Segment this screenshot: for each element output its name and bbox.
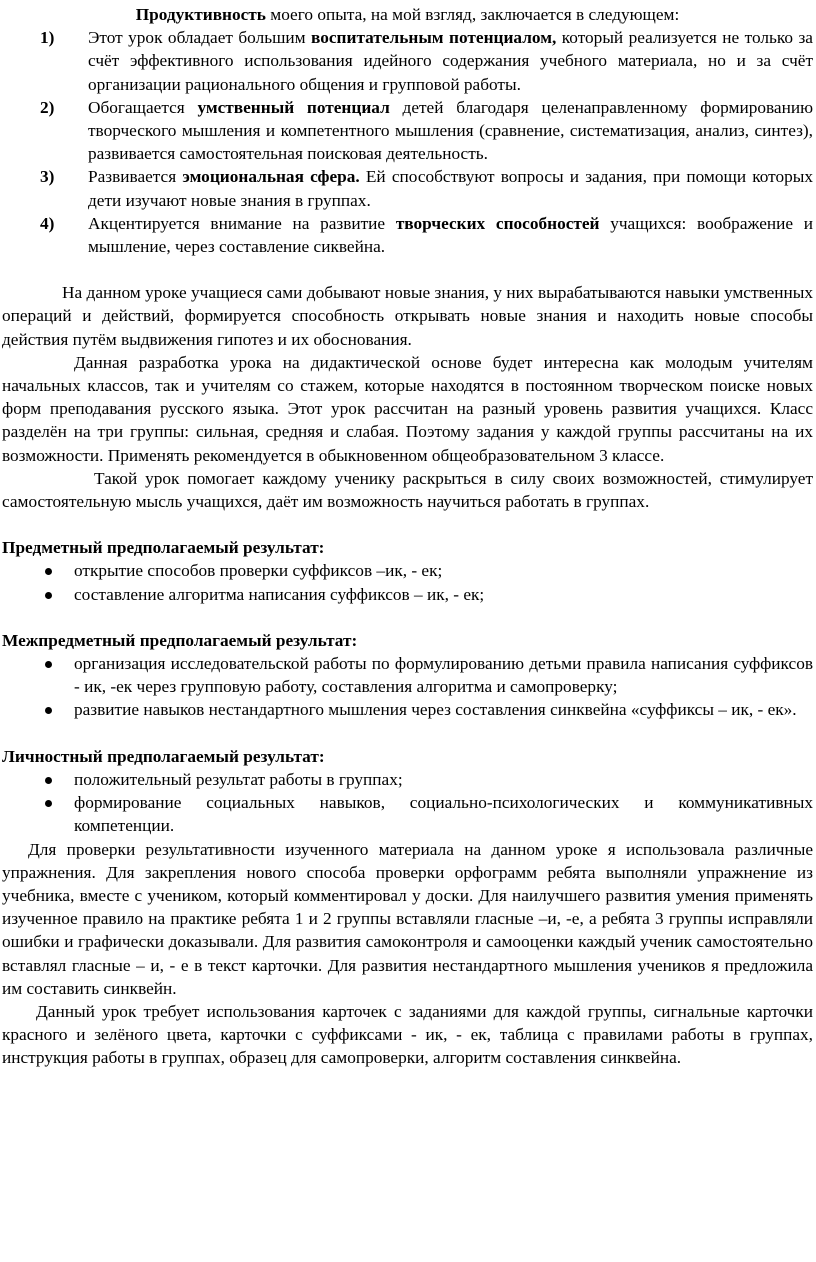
bullet-text: положительный результат работы в группах; bbox=[74, 769, 403, 789]
numbered-list bbox=[2, 26, 813, 258]
bullet-icon bbox=[45, 707, 52, 714]
numbered-item bbox=[2, 165, 813, 211]
numbered-item bbox=[2, 26, 813, 96]
item-number: 3) bbox=[40, 167, 55, 187]
bullet-text: открытие способов проверки суффиксов –ик, - ек; bbox=[74, 561, 443, 581]
numbered-item bbox=[2, 212, 813, 258]
paragraph: На данном уроке учащиеся сами добывают новые знания, у них вырабатываются навыки умственных операций и действий, формируется способность открывать новые знания и находить новые способы действия путём выдвижения гипотез и их обоснования. bbox=[2, 283, 813, 349]
intro-rest: моего опыта, на мой взгляд, заключается в следующем: bbox=[265, 5, 680, 24]
item-bold: умственный потенциал bbox=[197, 97, 390, 117]
bullet-item bbox=[2, 698, 813, 721]
item-text: детей благодаря целенаправленному формированию творческого мышления и компетентного мышления (сравнение, систематизация, анализ, синтез), развивается самостоятельная поисковая деятельность. bbox=[88, 97, 813, 164]
section-heading: Межпредметный предполагаемый результат: bbox=[2, 630, 358, 650]
item-bold: воспитательным потенциалом, bbox=[311, 28, 557, 48]
bullet-icon bbox=[45, 800, 52, 807]
bullet-list bbox=[2, 559, 813, 605]
bullet-icon bbox=[45, 592, 52, 599]
item-text: Развивается bbox=[88, 167, 183, 187]
bullet-list bbox=[2, 768, 813, 838]
bullet-item bbox=[2, 559, 813, 582]
intro-bold: Продуктивность bbox=[135, 5, 266, 24]
item-bold: творческих способностей bbox=[395, 213, 600, 233]
bullet-icon bbox=[45, 661, 52, 668]
item-text: Этот урок обладает большим bbox=[88, 28, 312, 48]
item-text: который реализуется не только за счёт эффективного использования идейного содержания учебного материала, но и за счёт организации рационального общения и групповой работы. bbox=[88, 28, 813, 94]
item-number: 2) bbox=[40, 97, 55, 117]
item-text: учащихся: воображение и мышление, через составление сиквейна. bbox=[88, 213, 813, 257]
numbered-item bbox=[2, 96, 813, 166]
paragraph: Такой урок помогает каждому ученику раскрыться в силу своих возможностей, стимулирует самостоятельную мысль учащихся, даёт им возможность научиться работать в группах. bbox=[2, 468, 813, 512]
paragraph: Данный урок требует использования карточек с заданиями для каждой группы, сигнальные карточки красного и зелёного цвета, карточки с суффиксами - ик, - ек, таблица с правилами работы в группах, инструкция работы в группах, образец для самопроверки, алгоритм составления синквейна. bbox=[2, 1001, 813, 1068]
section-heading: Личностный предполагаемый результат: bbox=[2, 746, 325, 766]
bullet-list bbox=[2, 652, 813, 722]
item-text: Обогащается bbox=[88, 97, 198, 117]
bullet-text: развитие навыков нестандартного мышления через составления синквейна «суффиксы – ик, - ек». bbox=[74, 700, 797, 720]
bullet-icon bbox=[45, 777, 52, 784]
paragraph: Для проверки результативности изученного материала на данном уроке я использовала различные упражнения. Для закрепления нового способа проверки орфограмм ребята выполняли упражнение из учебника, вместе с учеником, который комментировал у доски. Для наилучшего развития умения применять изученное правило на практике ребята 1 и 2 группы вставляли гласные –и, -е, а ребята 3 группы исправляли ошибки и графически доказывали. Для развития самоконтроля и самооценки каждый ученик самостоятельно вставлял гласные – и, - е в текст карточки. Для развития нестандартного мышления учеников я предложила им составить синквейн. bbox=[2, 839, 813, 998]
bullet-text: формирование социальных навыков, социально-психологических и коммуникативных компетенции. bbox=[74, 793, 813, 836]
item-text: Акцентируется внимание на развитие bbox=[88, 213, 396, 233]
intro-line bbox=[2, 3, 813, 26]
item-bold: эмоциональная сфера. bbox=[182, 167, 360, 187]
bullet-icon bbox=[45, 568, 52, 575]
bullet-item bbox=[2, 652, 813, 698]
bullet-item bbox=[2, 583, 813, 606]
bullet-item bbox=[2, 768, 813, 791]
item-number: 1) bbox=[40, 28, 55, 48]
bullet-item bbox=[2, 791, 813, 837]
bullet-text: организация исследовательской работы по формулированию детьми правила написания суффиксов - ик, -ек через групповую работу, составления алгоритма и самопроверку; bbox=[74, 654, 813, 697]
item-text: Ей способствуют вопросы и задания, при помощи которых дети изучают новые знания в группах. bbox=[88, 167, 814, 210]
paragraph: Данная разработка урока на дидактической основе будет интересна как молодым учителям начальных классов, так и учителям со стажем, которые находятся в постоянном творческом поиске новых форм преподавания русского языка. Этот урок рассчитан на разный уровень развития учащихся. Класс разделён на три группы: сильная, средняя и слабая. Поэтому задания у каждой группы рассчитаны на их возможности. Применять рекомендуется в обыкновенном общеобразовательном 3 классе. bbox=[2, 352, 813, 465]
bullet-text: составление алгоритма написания суффиксов – ик, - ек; bbox=[74, 584, 485, 604]
item-number: 4) bbox=[40, 213, 55, 233]
section-heading: Предметный предполагаемый результат: bbox=[2, 538, 325, 558]
